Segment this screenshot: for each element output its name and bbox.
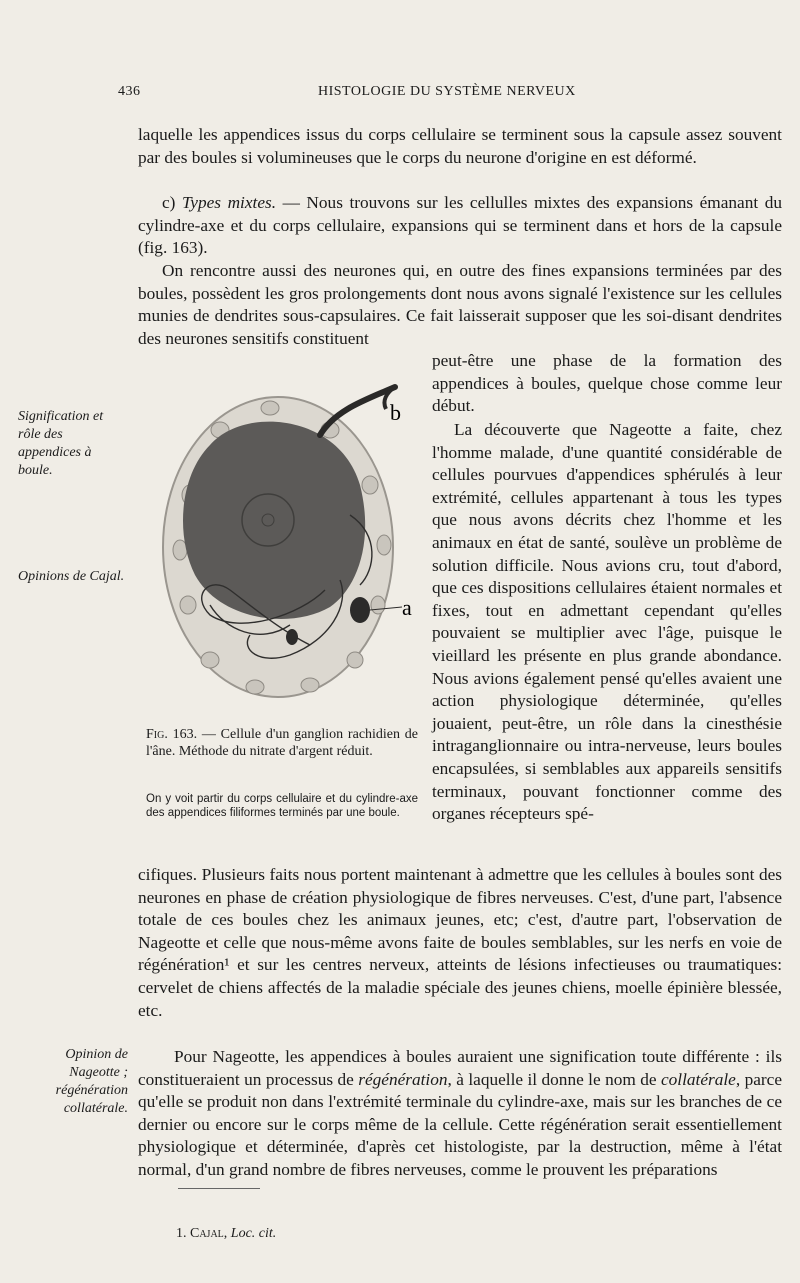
margin-note-signification: Signification et rôle des appendices à boule. [18,409,104,478]
figure-number: Fig. 163. [146,727,198,742]
footnote-number: 1. [176,1226,187,1241]
figure-caption-note: On y voit partir du corps cellulaire et du cylindre-axe des appendices filiformes terminés par une boule. [146,793,418,819]
page-number: 436 [118,84,141,99]
footnote-loc: Loc. cit. [230,1226,277,1241]
figure-163-neuron-illustration [150,375,410,715]
figure-label-b: b [390,400,401,425]
term-regeneration: régénération [358,1069,448,1089]
section-heading: Types mixtes. [181,193,277,212]
footnote [176,1226,276,1242]
margin-note-opinions-cajal: Opinions de Cajal. [18,569,125,584]
footnote-author: Cajal, [190,1226,228,1241]
paragraph-6 [138,1046,782,1182]
margin-note-opinion-nageotte: Opinion de Nageotte ; régénération collatérale. [55,1047,128,1116]
paragraph-1: laquelle les appendices issus du corps cellulaire se terminent sous la capsule assez souvent par des boules si volumineuses que le corps du neurone d'origine en est déformé. [138,125,782,167]
figure-caption-text: — Cellule d'un ganglion rachidien de l'âne. Méthode du nitrate d'argent réduit. [146,727,419,759]
paragraph-6-text-c: , parce qu'elle se produit non dans l'extrémité terminale du cylindre-axe, mais sur les branches de ce dernier ou encore sur le corps même de la cellule. Cette régénération serait essentiellement physiologique et déterminée, d'après cet histologiste, par la destruction, même à l'état normal, d'un grand nombre de fibres nerveuses, comme le prouvent les préparations [138,1069,783,1179]
running-head-title: HISTOLOGIE DU SYSTÈME NERVEUX [318,84,576,99]
section-label: c) [162,193,182,212]
term-collaterale: collatérale [660,1069,736,1089]
paragraph-5: cifiques. Plusieurs faits nous portent maintenant à admettre que les cellules à boules sont des neurones en phase de création physiologique de fibres nerveuses. C'est, d'une part, l'absence totale de ces boules chez les animaux jeunes, etc; c'est, d'autre part, l'observation de Nageotte et celle que nous-même avons faite de boules semblables, sur les nerfs en voie de régénération¹ et sur les centres nerveux, atteints de lésions infectieuses ou traumatiques: cervelet de chiens affectés de la maladie spéciale des jeunes chiens, moelle épinière blessée, etc. [138,865,782,1020]
paragraph-6-text-b: , à laquelle il donne le nom de [447,1069,661,1089]
boule-shape [286,629,298,645]
column-paragraph-2: La découverte que Nageotte a faite, chez l'homme malade, d'une quantité considérable de cellules pourvues d'appendices sphérulés à leur extrémité, cellules appartenant à tous les types que nous avons décrits chez l'homme et les animaux en état de santé, soulève un problème de solution difficile. Nous avions cru, tout d'abord, que ces dispositions cellulaires étaient normales et fixes, tout en admettant cependant qu'elles pouvaient se multiplier avec l'âge, puisque le vieillard les présente en plus grande abondance. Nous avions également pensé qu'elles avaient une action physiologique déterminée, qu'elles jouaient, peut-être, un rôle dans la cinesthésie intraganglionnaire ou intra-nerveuse, leurs boules encapsulées, si semblables aux appareils sensitifs terminaux, pouvant fonctionner comme des organes récepteurs spé- [432,420,782,824]
figure-label-a: a [402,595,412,620]
running-head [118,84,598,104]
boule-a-shape [350,597,370,623]
footnote-divider [178,1188,260,1189]
figure-caption [146,726,418,760]
paragraph-6-text-a: Pour Nageotte, les appendices à boules auraient une signification toute différente : ils constitueraient un processus de [138,1047,782,1089]
paragraph-2-text: — Nous trouvons sur les cellulles mixtes des expansions émanant du cylindre-axe et du corps cellulaire, expansions qui se terminent dans et hors de la capsule (fig. 163). [138,193,783,258]
paragraph-3: On rencontre aussi des neurones qui, en outre des fines expansions terminées par des boules, possèdent les gros prolongements dont nous avons signalé l'existence sur les cellules munies de dendrites sous-capsulaires. Ce fait laisserait supposer que les soi-disant dendrites des neurones sensitifs constituent [138,261,782,348]
column-paragraph-1: peut-être une phase de la formation des appendices à boules, quelque chose comme leur début. [432,351,782,416]
paragraph-types-mixtes [138,192,782,260]
